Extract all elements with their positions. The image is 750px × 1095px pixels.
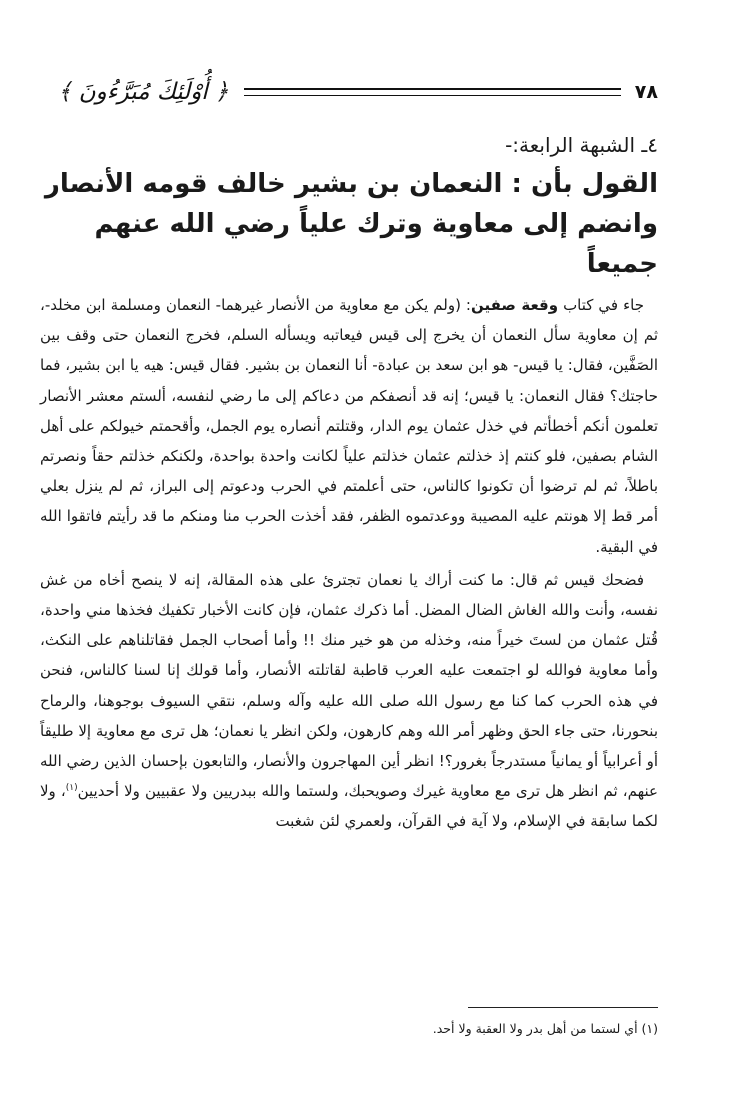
running-title: ﴿ أُوْلَئِكَ مُبَرَّءُونَ ﴾ [58,79,229,105]
paragraph-1-lead: جاء في كتاب [558,296,644,314]
main-heading [40,164,658,284]
paragraph-2-text: فضحك قيس ثم قال: ما كنت أراك يا نعمان تجترئ على هذه المقالة، إنه لا ينصح أخاه من غش نفسه، وأنت والله الغاش الضال المضل. أما ذكرك عثمان، فإن كانت الأخبار تكفيك فخذها مني واحدة، قُتل عثمان من لستَ خيراً منه، وخذله من هو خير منك !! وأما أصحاب الجمل فقاتلناهم على النكث، وأما معاوية فوالله لو اجتمعت عليه العرب قاطبة لقاتلته الأنصار، وأما قولك إنا لسنا كالناس، فنحن في هذه الحرب كما كنا مع رسول الله صلى الله عليه وآله وسلم، نتقي السيوف بوجوهنا، والرماح بنحورنا، حتى جاء الحق وظهر أمر الله وهم كارهون، ولكن انظر يا نعمان؛ هل ترى مع معاوية إلا طليقاً أو أعرابياً أو يمانياً مستدرجاً بغرور؟! انظر أين المهاجرون والأنصار، والتابعون بإحسان الذين رضي الله عنهم، ثم انظر هل ترى مع معاوية غيرك وصويحبك، ولستما والله ببدريين ولا عقبيين ولا أحديين [39,570,658,801]
heading-line-1: القول بأن : النعمان بن بشير خالف قومه الأنصار [44,169,658,199]
paragraph-2-tail: ، ولا لكما سابقة في الإسلام، ولا آية في القرآن، ولعمري لئن شغبت [40,782,658,831]
footnote-divider [468,1007,658,1008]
book-title: وقعة صفين [470,296,559,314]
paragraph-2 [40,565,658,837]
paragraph-1 [40,290,658,562]
heading-line-2: وانضم إلى معاوية وترك علياً رضي الله عنهم جميعاً [94,209,658,279]
page-number: ٧٨ [634,81,658,103]
footnote: (١) أي لستما من أهل بدر ولا العقبة ولا أحد. [432,1021,658,1036]
footnote-reference: (١) [65,783,78,794]
header-rule [244,88,620,96]
page-content [40,128,658,837]
paragraph-1-text: : (ولم يكن مع معاوية من الأنصار غيرهما- النعمان ومسلمة ابن مخلد-، ثم إن معاوية سأل النعمان أن يخرج إلى قيس فيعاتبه ويسأله السلم، فخرج النعمان حتى وقف بين الصَفَّين، فقال: يا قيس- هو ابن سعد بن عبادة- أنا النعمان بن بشير. فقال قيس: هيه يا ابن بشير، فما حاجتك؟ فقال النعمان: يا قيس؛ إنه قد أنصفكم من دعاكم إلى ما رضي لنفسه، ألستم معشر الأنصار تعلمون أنكم أخطأتم في خذل عثمان يوم الدار، وقتلتم أنصاره يوم الجمل، وأقحمتم خيولكم على أهل الشام بصفين، فلو كنتم إذ خذلتم عثمان خذلتم علياً لكانت واحدة بواحدة، ولكنكم خذلتم حقاً ونصرتم باطلاً، ثم لم ترضوا أن تكونوا كالناس، حتى أعلمتم في الحرب ودعوتم إلى البراز، ثم لم ينزل بعلي أمر قط إلا هونتم عليه المصيبة ووعدتموه الظفر، فقد أخذت الحرب منا ومنكم ما قد رأيتم فاتقوا الله في البقية. [40,296,658,556]
section-title: ٤ـ الشبهة الرابعة:- [505,133,658,157]
page-header [58,72,658,112]
